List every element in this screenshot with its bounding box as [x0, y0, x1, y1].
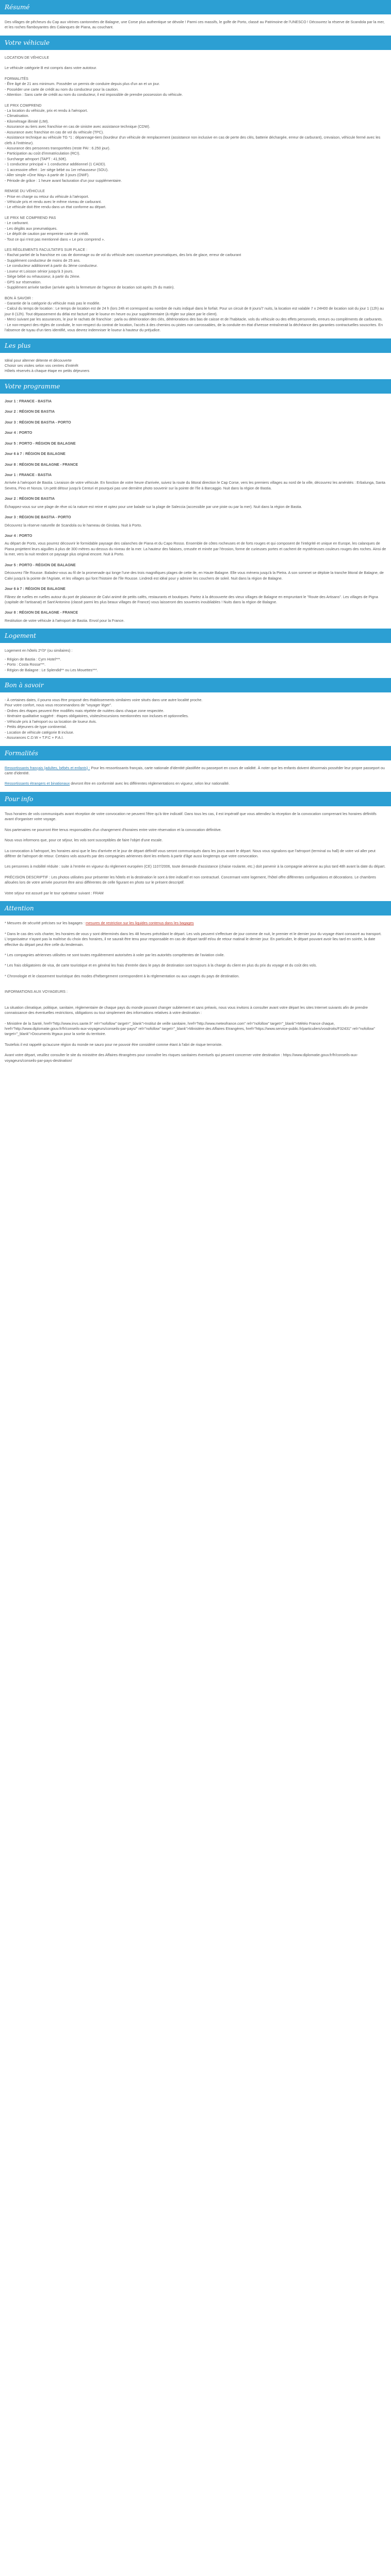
bonasavoir-line: - Ordres des étapes peuvent être modifiés mais répétée de nuitées dans chaque zone respectée.: [5, 708, 165, 713]
info-paragraph: La convocation à l'aéroport, les horaires ainsi que le lieu d'arrivée et le jour de départ définitif vous seront communiqués dans les jours avant le départ. Nous vous signalons que l'aéroport (terminal ou hall) de votre vol aller peut différer de l'aéroport de retour. Certains vols assurés par des compagnies aériennes dont les enfants à partir d'âge aussi longtemps que votre convocation.: [5, 848, 376, 858]
attention-paragraphs: [5, 931, 386, 979]
vehicule-line: LE PRIX NE COMPREND PAS: [5, 215, 56, 220]
vehicule-line: - Attention : Sans carte de crédit au nom du conducteur, il est impossible de prendre possession du véhicule.: [5, 92, 183, 97]
vehicule-line: BON À SAVOIR :: [5, 295, 33, 300]
vehicule-line: - Garantie de la catégorie du véhicule mais pas le modèle.: [5, 300, 101, 306]
vehicule-line: - Climatisation.: [5, 113, 29, 118]
vehicule-line: - Kilométrage illimité (LIM).: [5, 118, 49, 124]
vehicule-line: - 1 accessoire offert : 1er siège bébé ou 1er rehausseur (SOU).: [5, 167, 109, 172]
vehicule-line: - Être âgé de 21 ans minimum. Posséder un permis de conduire depuis plus d'un an et un jour.: [5, 81, 160, 87]
attention-bagages-link[interactable]: mesures de restriction sur les liquides contenus dans les bagages: [86, 921, 194, 926]
programme-summary-item: Jour 5 : PORTO - RÉGION DE BALAGNE: [5, 440, 76, 446]
info-paragraph: Les personnes à mobilité réduite : suite à l'entrée en vigueur du règlement européen (CE) 1107/2006, toute demande d'assistance (chaise roulante, etc.) doit parvenir à la compagnie aérienne au plus tard 48h avant la date du départ.: [5, 864, 386, 869]
attention-links[interactable]: - Ministère de la Santé, href="http://www.invs.sante.fr" rel="nofollow" target="_blank">Institut de veille sanitaire, href="http://www.meteofrance.com" rel="nofollow" target="_blank">Météo France chaque, href="http://www.diplomatie.gouv.fr/fr/conseils-aux-voyageurs/conseils-par-pays/" rel="nofollow" target="_blank">Ministère des Affaires Etrangères, href="https://www.service-public.fr/particuliers/vosdroits/F32431" rel="nofollow" target="_blank">Documents légaux pour la sortie du territoire.: [5, 1021, 375, 1037]
programme-summary-item: Jour 8 : RÉGION DE BALAGNE - FRANCE: [5, 462, 78, 467]
vehicule-line: - Participation au coût d'immatriculation (RCI).: [5, 151, 80, 156]
vehicule-line: - Supplément conducteur de moins de 25 ans.: [5, 258, 81, 263]
info-paragraph: Nos partenaires ne pourront être tenus responsables d'un changement d'horaires entre votre réservation et la convocation définitive.: [5, 827, 222, 832]
vehicule-line: - Rachat partiel de la franchise en cas de dommage ou de vol du véhicule avec couverture pneumatiques, des bris de glace, erreur de carburant: [5, 252, 241, 258]
vehicule-line: - Le véhicule doit être rendu dans un état conforme au départ.: [5, 205, 106, 210]
vehicule-line: - Aller simple «One Way» à partir de 3 jours (OWF).: [5, 173, 90, 178]
vehicule-lines: [5, 76, 386, 333]
vehicule-heading: LOCATION DE VÉHICULE: [5, 55, 50, 60]
bonasavoir-lines: [5, 698, 386, 741]
vehicule-line: - Le carburant.: [5, 221, 29, 226]
info-paragraph: Nous vous informons que, pour ce séjour, les vols sont susceptibles de faire l'objet d'une escale.: [5, 838, 163, 843]
day-text: Échappez-vous sur une plage de rêve où la nature est reine et optez pour une balade sur la plage de Saleccia (accessible par une piste ou par la mer). Nuit dans la région de Bastia.: [5, 504, 302, 509]
bonasavoir-line: - Assurances C.D.W + T.P.C + P.A.I.: [5, 735, 64, 740]
bonasavoir-line: - Location de véhicule catégorie B incluse.: [5, 730, 74, 735]
logement-item: - Région de Bastia : Cyrn Hotel***.: [5, 656, 61, 662]
section-title-programme: Votre programme: [0, 379, 391, 394]
formalites-link-etrangers[interactable]: Ressortissants étrangers et binationaux: [5, 781, 70, 786]
resume-section: [0, 20, 391, 30]
attention-situation: La situation climatique, politique, sanitaire, réglementaire de chaque pays du monde pouvant changer subitement et sans préavis, nous vous invitons à consulter avant votre départ les sites Internet suivants afin de prendre connaissance des éventuelles restrictions, obligations ou tout simplement des informations relatives à votre destination :: [5, 1005, 368, 1015]
vehicule-line: - Calcul du temps de location : Le temps de location est de 24 h (lors 24h et correspond au nombre de nuits indiqué dans le forfait. Pour un circuit de 8 jours/7 nuits, la location est valable 7 x 24H00 de location soit du jour 1 (12h) au jour 8 (12h). Tout dépassement du délai est facturé par le loueur en heure ou jour supplémentaire (à régler sur place par le client).: [5, 306, 384, 316]
vehicule-line: - Le conducteur additionnel à partir du 3ème conducteur.: [5, 263, 98, 268]
vehicule-line: - Assurance avec franchise en cas de vol du véhicule (TPC).: [5, 129, 104, 134]
vehicule-line: - Supplément arrivée tardive (arrivée après la fermeture de l'agence de location soit après 2h du matin).: [5, 285, 175, 290]
vehicule-line: - GPS sur réservation.: [5, 279, 42, 284]
vehicule-line: - 1 conducteur principal + 1 conducteur additionnel (1 CADD).: [5, 162, 106, 167]
vehicule-line: - Période de grâce : 1 heure avant facturation d'un jour supplémentaire.: [5, 178, 122, 183]
vehicule-line: - La location du véhicule, prix et rendu à l'aéroport.: [5, 108, 88, 113]
formalites-paragraph-1: [5, 766, 386, 776]
formalites-text-1: Pour les ressortissants français, carte nationale d'identité plastifiée ou passeport en cours de validité. À noter que les enfants doivent désormais posséder leur propre passeport ou carte d'identité.: [5, 765, 385, 775]
programme-summary-item: Jour 4 : PORTO: [5, 430, 32, 435]
day-title: Jour 2 : RÉGION DE BASTIA: [5, 496, 55, 501]
section-title-formalites: Formalités: [0, 746, 391, 760]
resume-text: Des villages de pêcheurs du Cap aux vitrines cantonnées de Balagne, une Corse plus authentique se dévoile ! Parmi ces massifs, le golfe de Porto, classé au Patrimoine de l'UNESCO ! Découvrez la réserve de Scandola par la mer, et les roches flamboyantes des Calanques de Piana, au couchant.: [5, 20, 385, 30]
day-title: Jour 6 à 7 : RÉGION DE BALAGNE: [5, 586, 66, 591]
attention-bagages: [5, 921, 386, 926]
attention-section: [0, 921, 391, 1063]
vehicule-line: - Le dépôt de caution par empreinte carte de crédit.: [5, 231, 89, 236]
vehicule-line: - Le non-respect des règles de conduite, le non-respect du contrat de location, l'accès à des chemins ou pistes non carrossables, de la conduite en état d'ivresse entraînerait la déchéance des garanties contractuelles souscrites. En l'absence de tuyau d'un tiers identifié, vous devrez indemniser le loueur à hauteur du préjudice.: [5, 322, 383, 333]
attention-bagages-text: * Mesures de sécurité précises sur les bagages :: [5, 921, 86, 926]
day-title: Jour 4 : PORTO: [5, 533, 32, 538]
info-paragraph: Tous horaires de vols communiqués avant réception de votre convocation ne peuvent l'être qu'à titre indicatif. Dans tous les cas, il est impératif que vous attendiez la réception de la convocation comprenant les horaires définitifs avant d'organiser votre voyage.: [5, 811, 377, 822]
vehicule-line: - Assurance au tiers avec franchise en cas de sinistre avec assistance technique (CDW).: [5, 124, 151, 129]
programme-summary-item: Jour 3 : RÉGION DE BASTIA - PORTO: [5, 419, 71, 425]
day-text: Découvrez la réserve naturelle de Scandola ou le hameau de Girolata. Nuit à Porto.: [5, 522, 142, 528]
info-paragraphs: [5, 811, 386, 896]
vehicule-line: - Véhicule pris et rendu avec le même niveau de carburant.: [5, 199, 102, 204]
attention-paragraph: * Chronologie et le classement touristique des modes d'hébergement correspondent à la réglementation ou aux usages du pays de destination.: [5, 973, 240, 978]
attention-terrorisme: Toutefois il est rappelé qu'aucune région du monde ne sauro pour ne pouvoir être considéré comme étant à l'abri de risque terroriste.: [5, 1042, 223, 1047]
bonasavoir-line: - Itinéraire qualitative suggéré : étapes obligatoires, visites/excursions mentionnées non incluses et optionnelles.: [5, 714, 189, 719]
vehicule-line: LES RÈGLEMENTS FACULTATIFS SUR PLACE :: [5, 247, 88, 252]
section-title-vehicule: Votre véhicule: [0, 36, 391, 50]
logement-item: - Porto : Costa Rossa***.: [5, 662, 46, 667]
logement-section: [0, 648, 391, 678]
day-text: Arrivée à l'aéroport de Bastia. Livraison de votre véhicule. En fonction de votre heure d'arrivée, suivez la route du littoral direction le Cap Corse, vers les premiers villages au nord de la ville, découvrez les aménités : Erbalunga, Santa Severa, Pino et Nonza. Un petit détour jusqu'à Centuri et pourquoi pas une dernière photo souvenir sur la pointe de l'île à Barcaggio. Nuit dans la région de Bastia.: [5, 480, 385, 490]
formalites-section: [0, 766, 391, 787]
vehicule-intro: Le véhicule catégorie B est compris dans votre autotour.: [5, 65, 97, 71]
attention-sanitaire: Avant votre départ, veuillez consulter le site du ministère des Affaires étrangères pour connaître les risques sanitaires éventuels qui peuvent concerner votre destination : https://www.diplomatie.gouv.fr/fr/conseils-aux-voyageurs/conseils-par-pays-destination/: [5, 1053, 359, 1063]
vehicule-line: - Loueur et Loisson sénior jusqu'à 3 jours.: [5, 268, 74, 274]
vehicule-line: LE PRIX COMPREND: [5, 103, 42, 108]
info-section: [0, 811, 391, 896]
info-paragraph: PRÉCISION DESCRIPTIF : Les photos utilisées pour présenter les hôtels et la destination le sont à titre indicatif et non contractuel. Concernant votre logement, l'hôtel offre différentes configurations et décorations. Le chambres allouées lors de votre arrivée pourront être ainsi différentes de celle figurant en photo sur le présent descriptif.: [5, 874, 376, 885]
vehicule-line: - Posséder une carte de crédit au nom du conducteur pour la caution.: [5, 87, 119, 92]
day-title: Jour 5 : PORTO - RÉGION DE BALAGNE: [5, 562, 76, 567]
section-title-attention: Attention: [0, 901, 391, 916]
programme-summary-item: Jour 6 à 7 : RÉGION DE BALAGNE: [5, 451, 66, 456]
vehicule-line: - Siège bébé ou rehausseur, à partir du 2ème.: [5, 274, 80, 279]
logement-intro: Logement en hôtels 2*/3* (ou similaires) :: [5, 648, 73, 653]
formalites-text-2: devront être en conformité avec les différentes réglementations en vigueur, selon leur nationalité.: [70, 781, 230, 786]
programme-section: [0, 399, 391, 623]
vehicule-line: - Prise en charge ou retour du véhicule à l'aéroport.: [5, 194, 89, 199]
plus-item: Idéal pour alterner détente et découverte: [5, 358, 72, 363]
bonasavoir-line: - Véhicule pris à l'aéroport ou sa location de loueur Avis.: [5, 719, 97, 724]
section-title-bonasavoir: Bon à savoir: [0, 678, 391, 692]
programme-summary: [5, 399, 386, 467]
attention-paragraph: * Les frais obligatoires de visa, de carte touristique et en général les frais d'entrée dans le pays de destination sont toujours à la charge du client en plus du prix du voyage et du coût des vols.: [5, 963, 317, 968]
plus-item: Choisir ses visites selon vos centres d'intérêt: [5, 363, 78, 368]
info-paragraph: Votre séjour est assuré par le tour opérateur suivant : FRAM: [5, 890, 104, 895]
bonasavoir-line: - Petits déjeuners de type continental.: [5, 724, 67, 730]
section-title-resume: Résumé: [0, 0, 391, 14]
vehicule-line: - Tout ce qui n'est pas mentionné dans « Le prix comprend ».: [5, 236, 105, 242]
programme-summary-item: Jour 1 : FRANCE - BASTIA: [5, 398, 52, 403]
logement-item: - Région de Balagne : Le Splendid** ou Les Mouettes***.: [5, 667, 98, 672]
section-title-logement: Logement: [0, 629, 391, 643]
bonasavoir-section: [0, 698, 391, 746]
vehicule-line: FORMALITÉS: [5, 76, 28, 81]
vehicule-line: - Merci suivant par les assurances, le jour le rachats de franchise : parla ou détérioration des clés, détériorations des bas de caisse et de l'habitacle, vols du véhicule ou des effets personnels, erreurs ou compléments de carburants.: [5, 317, 383, 322]
plus-section: [0, 358, 391, 379]
vehicule-line: REMISE DU VÉHICULE: [5, 189, 45, 194]
section-title-info: Pour info: [0, 792, 391, 806]
section-title-plus: Les plus: [0, 338, 391, 353]
programme-days: [5, 472, 386, 623]
bonasavoir-line: Pour votre confort, nous vous recommandons de "voyager léger".: [5, 703, 112, 708]
vehicule-section: [0, 55, 391, 338]
day-title: Jour 8 : RÉGION DE BALAGNE - FRANCE: [5, 610, 78, 615]
formalites-paragraph-2: [5, 781, 386, 786]
day-text: Restitution de votre véhicule à l'aéroport de Bastia. Envol pour la France.: [5, 618, 125, 623]
attention-paragraph: * Dans le cas des vols charter, les horaires de vous y sont déterminés dans les 48 heures précédant le départ. Les vols peuvent s'effectuer de jour comme de nuit, le premier et le dernier jour du voyage étant consacré au transport. L'organisateur n'ayant pas la maîtrise du choix des horaires, il ne saurait être tenu pour responsable en cas de départ tardif et/ou de retour matinal le dernier jour. En particulier, le départ pouvant avoir lieu tard en soirée, la date effective du départ peut être celle du lendemain.: [5, 931, 382, 947]
vehicule-line: - Assurance des personnes transportées (reste PAI : 6.250 jour).: [5, 146, 110, 150]
day-title: Jour 1 : FRANCE - BASTIA: [5, 472, 52, 477]
formalites-link-francais[interactable]: Ressortissants français (adultes, bébés et enfants) :: [5, 765, 90, 770]
plus-item: Hôtels réservés à chaque étape en petits déjeuners: [5, 368, 90, 374]
attention-paragraph: * Les compagnies aériennes utilisées ne sont toutes regulièrement autorisées à voler par les autorités compétentes de l'aviation civile.: [5, 952, 225, 957]
day-text: Au départ de Porto, vous pourrez découvrir le formidable paysage des calanches de Piana et du Capo Rosso. Ensemble de côtes rocheuses et de forts rouges et qui composent de l'intégrité et unique en Europe, les calanques de Piana projettent leurs aiguilles à plus de 300 mètres au-dessus du niveau de la mer. La hauteur des falaises, creusée et minée par l'érosion, forme de curieuses portes et cachent de mystérieuses couleurs rouges des roches. Ainsi de la mer, vers la nuit rendent ce paysage plus original encore. Nuit à Porto.: [5, 541, 386, 557]
attention-info-heading: INFORMATIONS AUX VOYAGEURS :: [5, 989, 68, 994]
programme-summary-item: Jour 2 : RÉGION DE BASTIA: [5, 409, 55, 414]
day-text: Découvrez l'île Rousse. Baladez-vous au fil de la promenade qui longe l'une des trois magnifiques plages de cette ile, en Haute Balagne. Elle vous mènera jusqu'à la Pietra. A son sommet se déploie la tranche littoral de Balagne, de Calvi jusqu'à la pointe de l'Agriate, et les villages qui font l'histoire de l'île Rousse. Lindredi est idéal pour y admirer les couchers de soleil. Nuit dans la région de Balagne.: [5, 570, 384, 581]
vehicule-line: - Les dégâts aux pneumatiques.: [5, 226, 58, 231]
vehicule-line: - Surcharge aéroport (TAPT : 41,50€).: [5, 156, 67, 161]
day-title: Jour 3 : RÉGION DE BASTIA - PORTO: [5, 515, 71, 520]
vehicule-line: - Assistance technique au véhicule TG *1 : dépannage-tiers (lourdeur d'un véhicule de remplacement (assistance non inclusive en cas de perte des clés, batterie déchargée, erreur de carburant), crevaison, véhicule fermé avec les clefs à l'intérieur).: [5, 135, 381, 145]
day-text: Flânez de ruelles en ruelles autour du port de plaisance de Calvi animé de petits cafés, restaurants et boutiques. Partez à la découverte des vieux villages de Balagne en empruntant le "Route des Artisans". Les villages de Pigna (capitale de l'artisanat) et Sant'Antonino (classé parmi les plus beaux villages de France) vous laisseront des souvenirs inoubliables ! Nuits dans la région de Balagne.: [5, 594, 378, 604]
bonasavoir-line: - À certaines dates, il pourra vous être proposé des établissements similaires voire situés dans une autre localité proche.: [5, 698, 203, 702]
